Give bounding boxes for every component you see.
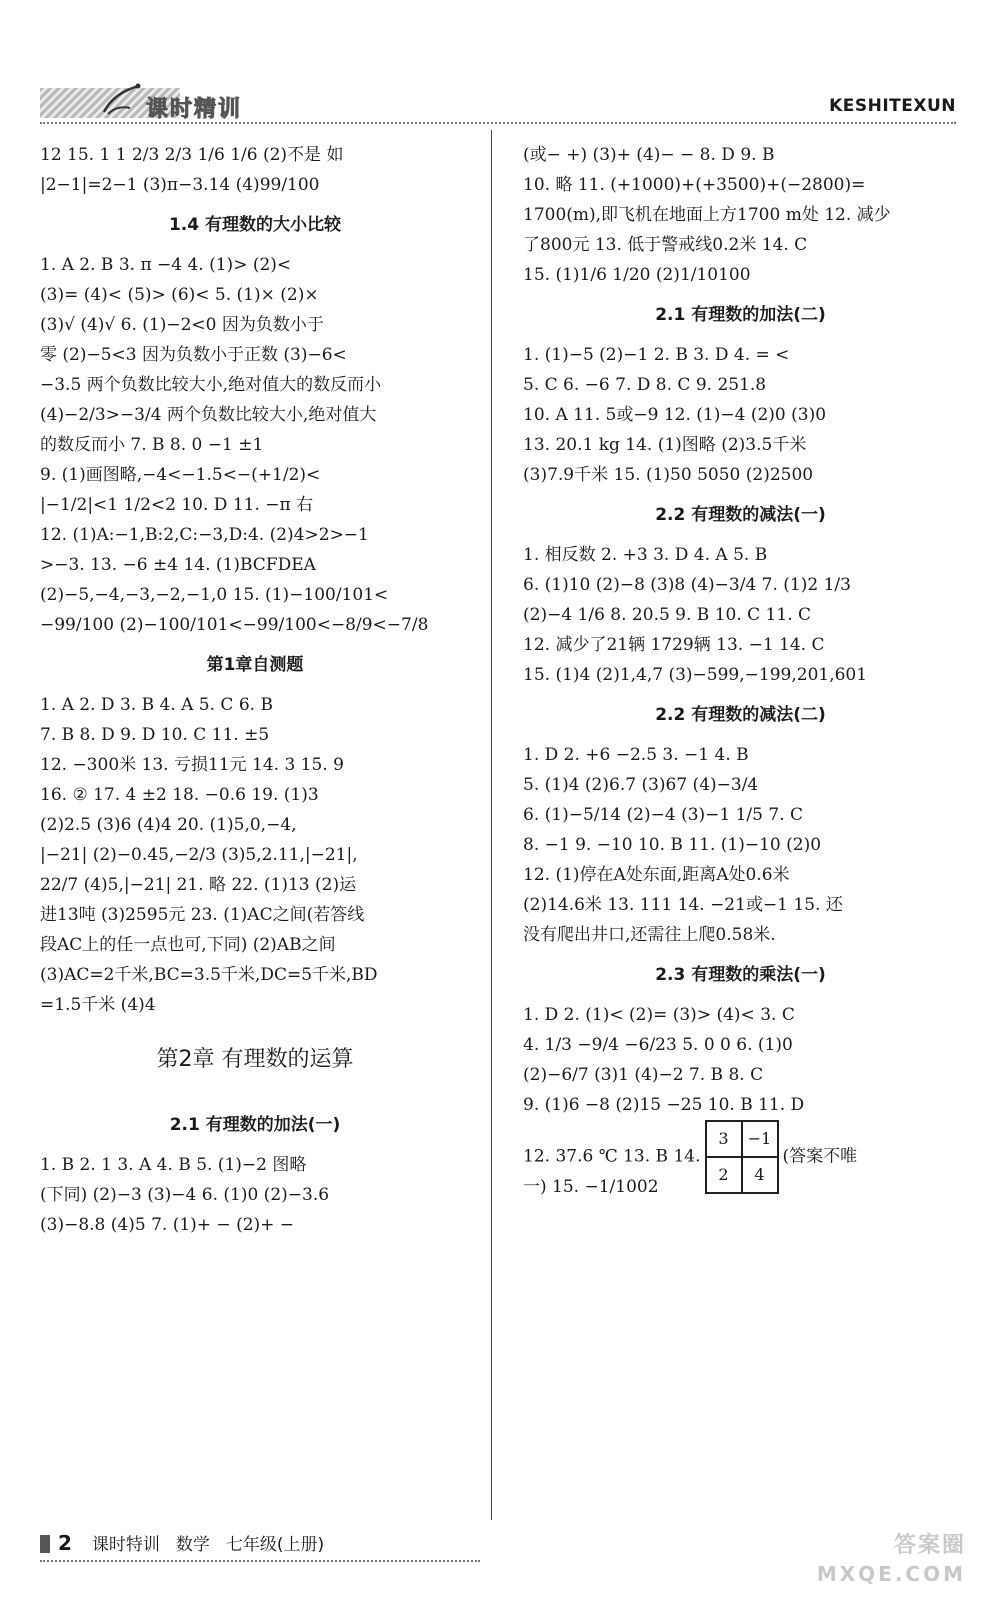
answer-line: (3)−8.8 (4)5 7. (1)+ − (2)+ −: [40, 1215, 295, 1235]
header-logo-text: 课时精训: [146, 97, 243, 122]
answer-grid: [705, 1120, 779, 1194]
watermark-logo: 答案圈: [893, 1533, 966, 1558]
header-divider: [40, 122, 956, 124]
section-heading: 2.3 有理数的乘法(一): [655, 965, 826, 985]
left-answer-column: [40, 140, 470, 1240]
answer-line: 1. A 2. B 3. π −4 4. (1)> (2)<: [40, 255, 292, 275]
section-heading: 第1章自测题: [206, 655, 304, 675]
answer-line: 9. (1)画图略,−4<−1.5<−(+1/2)<: [40, 465, 321, 485]
answer-line: 12. 减少了21辆 1729辆 13. −1 14. C: [523, 635, 825, 655]
answer-line: 段AC上的任一点也可,下同) (2)AB之间: [40, 935, 336, 955]
answer-line: (或− +) (3)+ (4)− − 8. D 9. B: [523, 145, 775, 165]
answer-line: (4)−2/3>−3/4 两个负数比较大小,绝对值大: [40, 405, 377, 425]
answer-line: 15. (1)4 (2)1,4,7 (3)−599,−199,201,601: [523, 665, 868, 685]
answer-line: (2)14.6米 13. 111 14. −21或−1 15. 还: [523, 895, 843, 915]
section-heading: 2.2 有理数的减法(二): [655, 705, 826, 725]
page-number: 2: [58, 1531, 72, 1555]
answer-line: (3)√ (4)√ 6. (1)−2<0 因为负数小于: [40, 315, 324, 335]
answer-line: −99/100 (2)−100/101<−99/100<−8/9<−7/8: [40, 615, 429, 635]
answer-line: >−3. 13. −6 ±4 14. (1)BCFDEA: [40, 555, 316, 575]
footer-marker: [40, 1535, 50, 1553]
answer-line: |2−1|=2−1 (3)π−3.14 (4)99/100: [40, 175, 320, 195]
answer-line: 12 15. 1 1 2/3 2/3 1/6 1/6 (2)不是 如: [40, 145, 344, 165]
answer-line: 12. (1)A:−1,B:2,C:−3,D:4. (2)4>2>−1: [40, 525, 369, 545]
answer-line: 9. (1)6 −8 (2)15 −25 10. B 11. D: [523, 1095, 805, 1115]
answer-line: 10. A 11. 5或−9 12. (1)−4 (2)0 (3)0: [523, 405, 827, 425]
answer-line: |−21| (2)−0.45,−2/3 (3)5,2.11,|−21|,: [40, 845, 358, 865]
answer-line: 了800元 13. 低于警戒线0.2米 14. C: [523, 235, 808, 255]
answer-line: 1. 相反数 2. +3 3. D 4. A 5. B: [523, 545, 768, 565]
answer-line: 进13吨 (3)2595元 23. (1)AC之间(若答线: [40, 905, 365, 925]
answer-line: 7. B 8. D 9. D 10. C 11. ±5: [40, 725, 270, 745]
answer-line: (2)2.5 (3)6 (4)4 20. (1)5,0,−4,: [40, 815, 297, 835]
answer-line: 的数反而小 7. B 8. 0 −1 ±1: [40, 435, 264, 455]
answer-line: 16. ② 17. 4 ±2 18. −0.6 19. (1)3: [40, 785, 319, 805]
answer-line: (3)= (4)< (5)> (6)< 5. (1)× (2)×: [40, 285, 319, 305]
answer-line: 4. 1/3 −9/4 −6/23 5. 0 0 6. (1)0: [523, 1035, 793, 1055]
footer-series: 课时特训: [91, 1535, 160, 1555]
answer-line: 零 (2)−5<3 因为负数小于正数 (3)−6<: [40, 345, 347, 365]
grid-cell: 3: [706, 1121, 742, 1157]
answer-line: 6. (1)−5/14 (2)−4 (3)−1 1/5 7. C: [523, 805, 804, 825]
answer-line: 1. D 2. +6 −2.5 3. −1 4. B: [523, 745, 749, 765]
answer-line: 10. 略 11. (+1000)+(+3500)+(−2800)=: [523, 175, 866, 195]
answer-line: 5. (1)4 (2)6.7 (3)67 (4)−3/4: [523, 775, 759, 795]
answer-line: (下同) (2)−3 (3)−4 6. (1)0 (2)−3.6: [40, 1185, 330, 1205]
right-answer-column: [523, 140, 958, 1202]
answer-line: (2)−6/7 (3)1 (4)−2 7. B 8. C: [523, 1065, 764, 1085]
column-divider: [491, 130, 492, 1520]
pen-hand-icon: [100, 82, 144, 118]
answer-line: (2)−5,−4,−3,−2,−1,0 15. (1)−100/101<: [40, 585, 389, 605]
answer-line: 15. (1)1/6 1/20 (2)1/10100: [523, 265, 751, 285]
answer-line: 一) 15. −1/1002: [523, 1177, 659, 1197]
footer-grade: 七年级(上册): [225, 1535, 325, 1555]
grid-cell: 4: [742, 1157, 778, 1193]
answer-line: 12. −300米 13. 亏损11元 14. 3 15. 9: [40, 755, 344, 775]
answer-line: 1. D 2. (1)< (2)= (3)> (4)< 3. C: [523, 1005, 795, 1025]
answer-line: 12. (1)停在A处东面,距离A处0.6米: [523, 865, 790, 885]
section-heading: 2.1 有理数的加法(一): [169, 1115, 341, 1135]
answer-text: 12. 37.6 ℃ 13. B 14.: [523, 1146, 701, 1167]
footer-subject: 数学: [175, 1535, 210, 1555]
answer-line: 6. (1)10 (2)−8 (3)8 (4)−3/4 7. (1)2 1/3: [523, 575, 851, 595]
answer-line: (2)−4 1/6 8. 20.5 9. B 10. C 11. C: [523, 605, 812, 625]
answer-line: (3)AC=2千米,BC=3.5千米,DC=5千米,BD: [40, 965, 378, 985]
header-brand: KESHITEXUN: [829, 96, 956, 116]
section-heading: 2.2 有理数的减法(一): [655, 505, 826, 525]
answer-line: (3)7.9千米 15. (1)50 5050 (2)2500: [523, 465, 814, 485]
answer-line: −3.5 两个负数比较大小,绝对值大的数反而小: [40, 375, 382, 395]
answer-line: 22/7 (4)5,|−21| 21. 略 22. (1)13 (2)运: [40, 875, 357, 895]
section-heading: 2.1 有理数的加法(二): [655, 305, 826, 325]
answer-line: |−1/2|<1 1/2<2 10. D 11. −π 右: [40, 495, 314, 515]
watermark-url: MXQE.COM: [816, 1562, 966, 1586]
footer-divider: [40, 1560, 480, 1562]
answer-line: 8. −1 9. −10 10. B 11. (1)−10 (2)0: [523, 835, 822, 855]
answer-line: 1. B 2. 1 3. A 4. B 5. (1)−2 图略: [40, 1155, 307, 1175]
answer-line: 1. (1)−5 (2)−1 2. B 3. D 4. = <: [523, 345, 790, 365]
page-footer: [40, 1530, 340, 1555]
page-header: [0, 0, 996, 130]
answer-line: 5. C 6. −6 7. D 8. C 9. 251.8: [523, 375, 767, 395]
answer-line: 1700(m),即飞机在地面上方1700 m处 12. 减少: [523, 205, 891, 225]
answer-line: =1.5千米 (4)4: [40, 995, 156, 1015]
grid-cell: −1: [742, 1121, 778, 1157]
answer-text: (答案不唯: [782, 1146, 858, 1167]
answer-line: 没有爬出井口,还需往上爬0.58米.: [523, 925, 776, 945]
chapter-title: 第2章 有理数的运算: [156, 1047, 354, 1072]
answer-line: 13. 20.1 kg 14. (1)图略 (2)3.5千米: [523, 435, 807, 455]
grid-cell: 2: [706, 1157, 742, 1193]
answer-line-with-grid: [523, 1120, 958, 1184]
section-heading: 1.4 有理数的大小比较: [168, 215, 342, 235]
answer-line: 1. A 2. D 3. B 4. A 5. C 6. B: [40, 695, 273, 715]
